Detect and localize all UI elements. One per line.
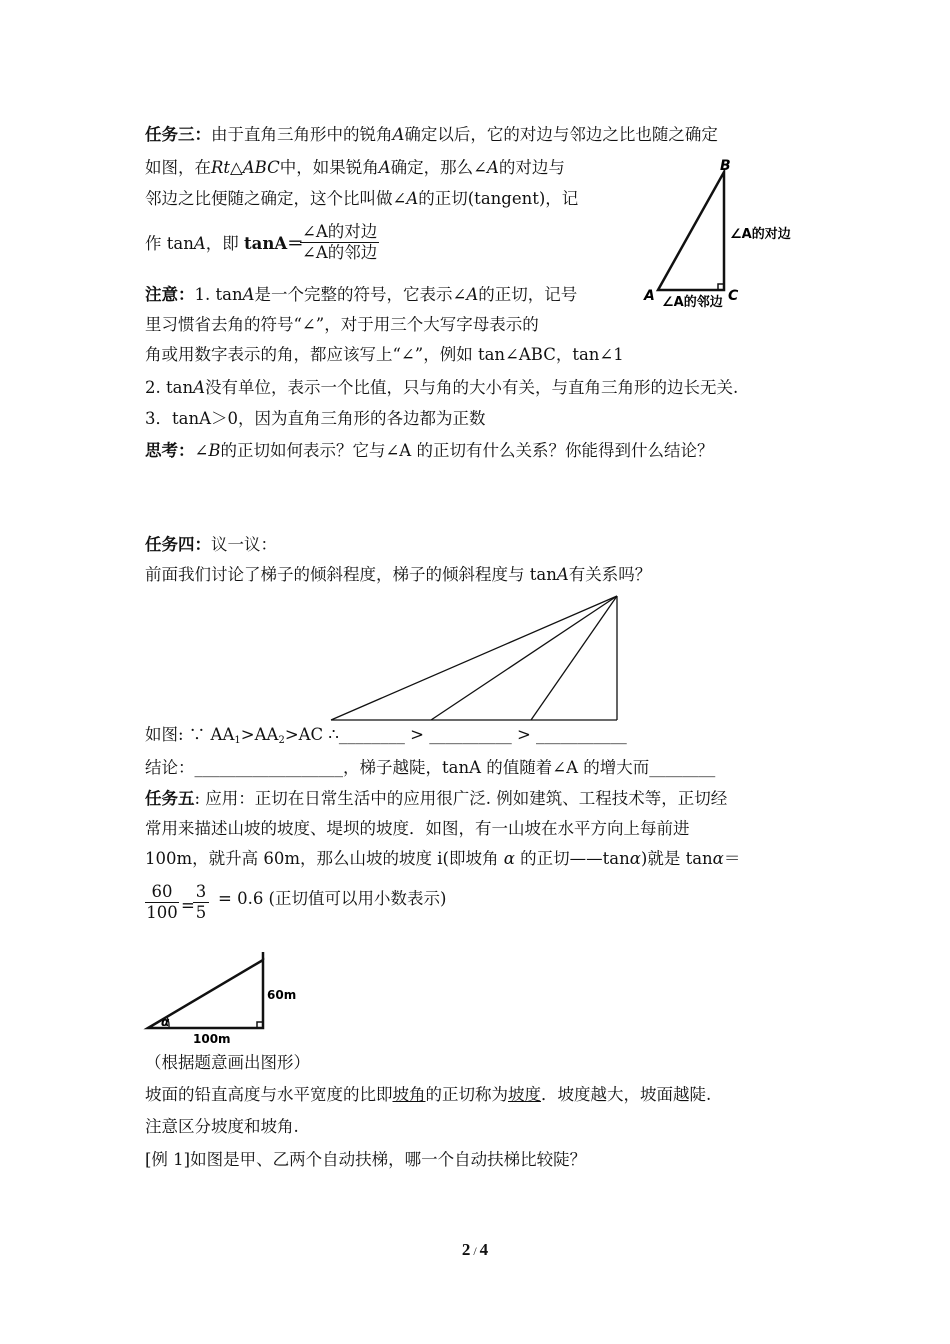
slope-ratio-term: 坡度 [508,1085,541,1104]
think-question: 思考：∠B的正切如何表示？它与∠A 的正切有什么关系？你能得到什么结论？ [145,441,714,460]
task5-line-1: 任务五: 应用：正切在日常生活中的应用很广泛. 例如建筑、工程技术等，正切经 [145,789,728,808]
formula-numerator: ∠A的对边 [302,222,378,241]
ladder-aa2 [431,596,617,720]
task4-heading: 任务四： [145,535,211,554]
task5-line-3: 100m，就升高 60m，那么山坡的坡度 i(即坡角 α 的正切——tanα)就是 tanα＝ [145,849,741,868]
equals-sign: = [181,896,195,915]
task4-question: 前面我们讨论了梯子的倾斜程度，梯子的倾斜程度与 tanA有关系吗？ [145,565,652,584]
task3-line-3: 邻边之比便随之确定，这个比叫做∠A的正切(tangent)，记 [145,189,579,208]
task3-line-4: 作 tanA，即 tanA＝ [145,234,304,253]
opposite-side-label: ∠A的对边 [730,227,791,242]
note-1-line-2: 里习惯省去角的符号“∠”，对于用三个大写字母表示的 [145,315,539,334]
task3-line-2: 如图，在Rt△ABC中，如果锐角A确定，那么∠A的对边与 [145,158,565,177]
formula-denominator: ∠A的邻边 [302,243,378,262]
adjacent-side-label: ∠A的邻边 [662,295,723,308]
slope-figure [143,950,303,1048]
note-2: 2. tanA没有单位，表示一个比值，只与角的大小有关，与直角三角形的边长无关. [145,378,739,397]
triangle-abc [658,172,724,290]
tan-formula-fraction [300,222,379,263]
task4-heading-line: 任务四：议一议： [145,535,277,554]
task5-heading: 任务五 [145,789,195,808]
think-label: 思考： [145,441,195,460]
page-number: 2 / 4 [461,1240,489,1259]
slope-result: = 0.6 (正切值可以用小数表示) [218,889,447,908]
slope-height-label: 60m [267,988,297,1002]
fraction-60-100: $\frac{60}{100}$ [146,882,178,922]
fraction-3-5: $\frac{3}{5}$ [193,882,209,923]
tan-formula-lhs: tanA＝ [244,234,304,253]
distinguish-note: 注意区分坡度和坡角. [145,1117,299,1136]
vertex-b-label: B [720,158,731,174]
slope-base-label: 100m [193,1032,231,1046]
note-1-line-1: 注意：1. tanA是一个完整的符号，它表示∠A的正切，记号 [145,285,578,304]
task4-conclusion: 结论：__________________，梯子越陡，tanA 的值随着∠A 的增大而________ [145,758,716,777]
example-1: [例 1]如图是甲、乙两个自动扶梯，哪一个自动扶梯比较陡？ [145,1150,587,1169]
note-1-line-3: 角或用数字表示的角，都应该写上“∠”，例如 tan∠ABC，tan∠1 [145,345,624,364]
vertex-a-label: A [644,288,655,304]
ladder-figure [325,592,625,724]
note-label: 注意： [145,285,195,304]
task4-figure-comparison: 如图: ∵ $AA_1>AA_2>AC$ ∴________ > __________ > ___________ [145,725,627,746]
vertex-c-label: C [728,288,739,304]
slope-definition: 坡面的铅直高度与水平宽度的比即坡角的正切称为坡度．坡度越大，坡面越陡. [145,1085,712,1104]
draw-note: （根据题意画出图形） [145,1053,310,1072]
task5-line-2: 常用来描述山坡的坡度、堤坝的坡度．如图，有一山坡在水平方向上每前进 [145,819,690,838]
task3-line-1: 任务三：由于直角三角形中的锐角A确定以后，它的对边与邻边之比也随之确定 [145,125,718,144]
slope-angle-term: 坡角 [392,1085,426,1104]
right-triangle-figure [640,158,810,308]
note-3: 3．tanA＞0，因为直角三角形的各边都为正数 [145,409,486,428]
task3-heading: 任务三： [145,125,211,144]
slope-angle-label: α [161,1015,170,1029]
